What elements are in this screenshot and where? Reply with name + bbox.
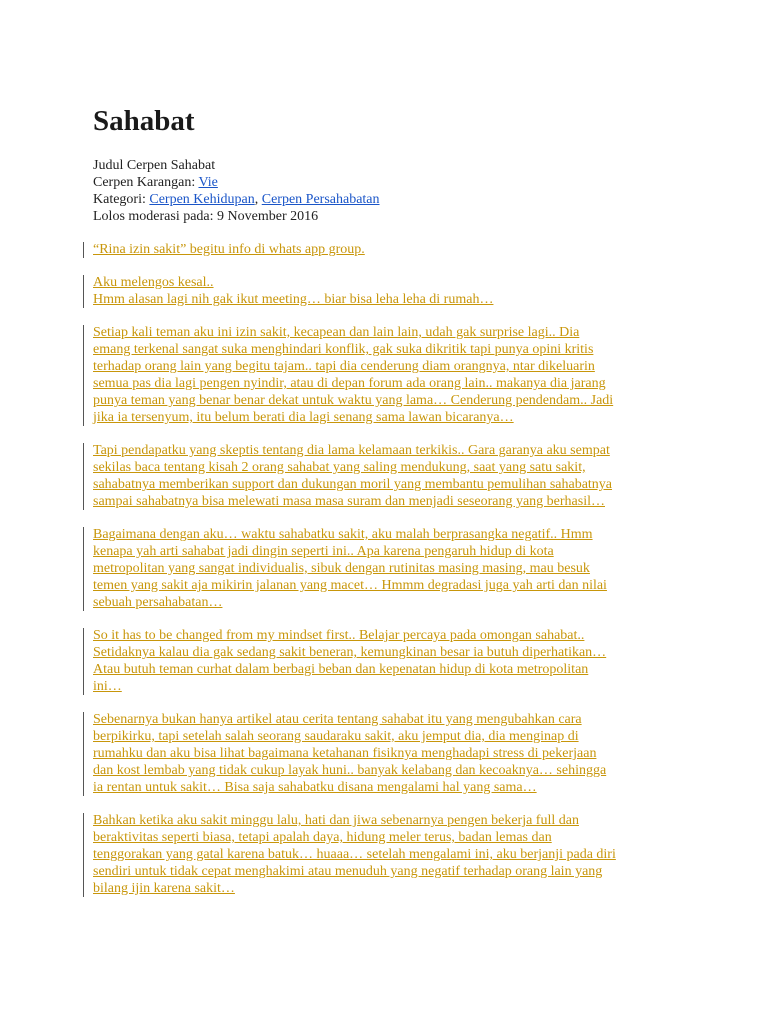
paragraph-line-text: “Rina izin sakit” begitu info di whats app group.	[93, 242, 365, 257]
author-link[interactable]: Vie	[198, 175, 218, 190]
paragraph-line	[93, 829, 687, 846]
paragraph-line-text: beraktivitas seperti biasa, tetapi apalah daya, hidung meler terus, badan lemas dan	[93, 830, 552, 845]
paragraph-line-text: metropolitan yang sangat individualis, sibuk dengan rutinitas masing masing, mau besuk	[93, 561, 590, 576]
paragraph-line	[93, 543, 687, 560]
paragraph-line-text: berpikirku, tapi setelah salah seorang saudaraku sakit, aku jemput dia, dia menginap di	[93, 729, 579, 744]
paragraph-line-text: Setidaknya kalau dia gak sedang sakit beneran, kemungkinan besar ia butuh diperhatikan…	[93, 645, 607, 660]
paragraph-line	[93, 678, 687, 695]
paragraph-line	[93, 358, 687, 375]
paragraph-line-text: sebuah persahabatan…	[93, 595, 223, 610]
paragraph-line	[93, 375, 687, 392]
paragraph-line-text: semua pas dia lagi pengen nyindir, atau di depan forum ada orang lain.. makanya dia jarang	[93, 376, 606, 391]
paragraph-line-text: rumahku dan aku bisa lihat bagaimana ketahanan fisiknya menghadapi stress di pekerjaan	[93, 746, 597, 761]
paragraph-line-text: Hmm alasan lagi nih gak ikut meeting… biar bisa leha leha di rumah…	[93, 292, 494, 307]
paragraph-line	[93, 442, 687, 459]
category-line	[93, 191, 693, 208]
paragraph-line-text: ini…	[93, 679, 122, 694]
paragraph-line	[93, 493, 687, 510]
paragraph-line-text: ia rentan untuk sakit… Bisa saja sahabatku disana mengalami hal yang sama…	[93, 780, 537, 795]
paragraph-line	[93, 341, 687, 358]
paragraph-line-text: Bahkan ketika aku sakit minggu lalu, hati dan jiwa sebenarnya pengen bekerja full dan	[93, 813, 579, 828]
page-title: Sahabat	[93, 105, 195, 137]
paragraph-line	[93, 324, 687, 341]
page-content	[93, 103, 693, 913]
story-body	[93, 241, 693, 897]
paragraph-line-text: emang terkenal sangat suka menghindari konflik, gak suka dikritik tapi punya opini kritis	[93, 342, 594, 357]
paragraph-line-text: sendiri untuk tidak cepat menghakimi atau menuduh yang negatif terhadap orang lain yang	[93, 864, 603, 879]
paragraph-line-text: Aku melengos kesal..	[93, 275, 214, 290]
story-paragraph	[93, 526, 693, 611]
paragraph-line	[93, 241, 687, 258]
category-separator: ,	[254, 192, 262, 207]
paragraph-line	[93, 627, 687, 644]
paragraph-line-text: Setiap kali teman aku ini izin sakit, kecapean dan lain lain, udah gak surprise lagi.. Dia	[93, 325, 580, 340]
story-title-line: Judul Cerpen Sahabat	[93, 158, 216, 173]
paragraph-line	[93, 762, 687, 779]
paragraph-line	[93, 409, 687, 426]
paragraph-line	[93, 526, 687, 543]
paragraph-line	[93, 644, 687, 661]
paragraph-line	[93, 476, 687, 493]
story-meta	[93, 157, 693, 225]
paragraph-line-text: terhadap orang lain yang begitu tajam.. tapi dia cenderung diam orangnya, ntar dikeluarin	[93, 359, 595, 374]
paragraph-line	[93, 661, 687, 678]
paragraph-line-text: dan kost lembab yang tidak cukup layak huni.. banyak kelabang dan kecoaknya… sehingga	[93, 763, 607, 778]
paragraph-line	[93, 560, 687, 577]
paragraph-line	[93, 459, 687, 476]
paragraph-line	[93, 745, 687, 762]
paragraph-line	[93, 880, 687, 897]
story-paragraph	[93, 442, 693, 510]
paragraph-line-text: So it has to be changed from my mindset first.. Belajar percaya pada omongan sahabat..	[93, 628, 585, 643]
story-paragraph	[93, 274, 693, 308]
paragraph-line	[93, 577, 687, 594]
paragraph-line-text: Tapi pendapatku yang skeptis tentang dia lama kelamaan terkikis.. Gara garanya aku sempat	[93, 443, 610, 458]
paragraph-line-text: jika ia tersenyum, itu belum berati dia lagi senang sama lawan bicaranya…	[93, 410, 514, 425]
moderation-date: Lolos moderasi pada: 9 November 2016	[93, 209, 319, 224]
paragraph-line-text: sahabatnya memberikan support dan dukungan moril yang membantu pemulihan sahabatnya	[93, 477, 613, 492]
story-paragraph	[93, 627, 693, 695]
paragraph-line	[93, 728, 687, 745]
story-paragraph	[93, 324, 693, 426]
story-paragraph	[93, 711, 693, 796]
paragraph-line-text: temen yang sakit aja mikirin jalanan yang macet… Hmmm degradasi juga yah arti dan nilai	[93, 578, 607, 593]
paragraph-line-text: Bagaimana dengan aku… waktu sahabatku sakit, aku malah berprasangka negatif.. Hmm	[93, 527, 593, 542]
paragraph-line-text: sekilas baca tentang kisah 2 orang sahabat yang saling mendukung, saat yang satu sakit,	[93, 460, 586, 475]
paragraph-line-text: tenggorakan yang gatal karena batuk… huaaa… setelah mengalami ini, aku berjanji pada diri	[93, 847, 616, 862]
paragraph-line	[93, 846, 687, 863]
paragraph-line	[93, 274, 687, 291]
paragraph-line	[93, 291, 687, 308]
paragraph-line-text: bilang ijin karena sakit…	[93, 881, 235, 896]
paragraph-line-text: punya teman yang benar benar dekat untuk waktu yang lama… Cenderung pendendam.. Jadi	[93, 393, 614, 408]
paragraph-line	[93, 594, 687, 611]
paragraph-line-text: Sebenarnya bukan hanya artikel atau cerita tentang sahabat itu yang mengubahkan cara	[93, 712, 582, 727]
paragraph-line	[93, 779, 687, 796]
story-paragraph	[93, 241, 693, 258]
paragraph-line	[93, 711, 687, 728]
paragraph-line	[93, 812, 687, 829]
paragraph-line-text: Atau butuh teman curhat dalam berbagi beban dan kepenatan hidup di kota metropolitan	[93, 662, 589, 677]
paragraph-line-text: kenapa yah arti sahabat jadi dingin seperti ini.. Apa karena pengaruh hidup di kota	[93, 544, 554, 559]
category-link-kehidupan[interactable]: Cerpen Kehidupan	[149, 192, 255, 207]
paragraph-line-text: sampai sahabatnya bisa melewati masa masa suram dan menjadi seseorang yang berhasil…	[93, 494, 605, 509]
author-label: Cerpen Karangan:	[93, 175, 199, 190]
category-label: Kategori:	[93, 192, 150, 207]
story-paragraph	[93, 812, 693, 897]
paragraph-line	[93, 863, 687, 880]
paragraph-line	[93, 392, 687, 409]
category-link-persahabatan[interactable]: Cerpen Persahabatan	[261, 192, 380, 207]
author-line	[93, 174, 693, 191]
